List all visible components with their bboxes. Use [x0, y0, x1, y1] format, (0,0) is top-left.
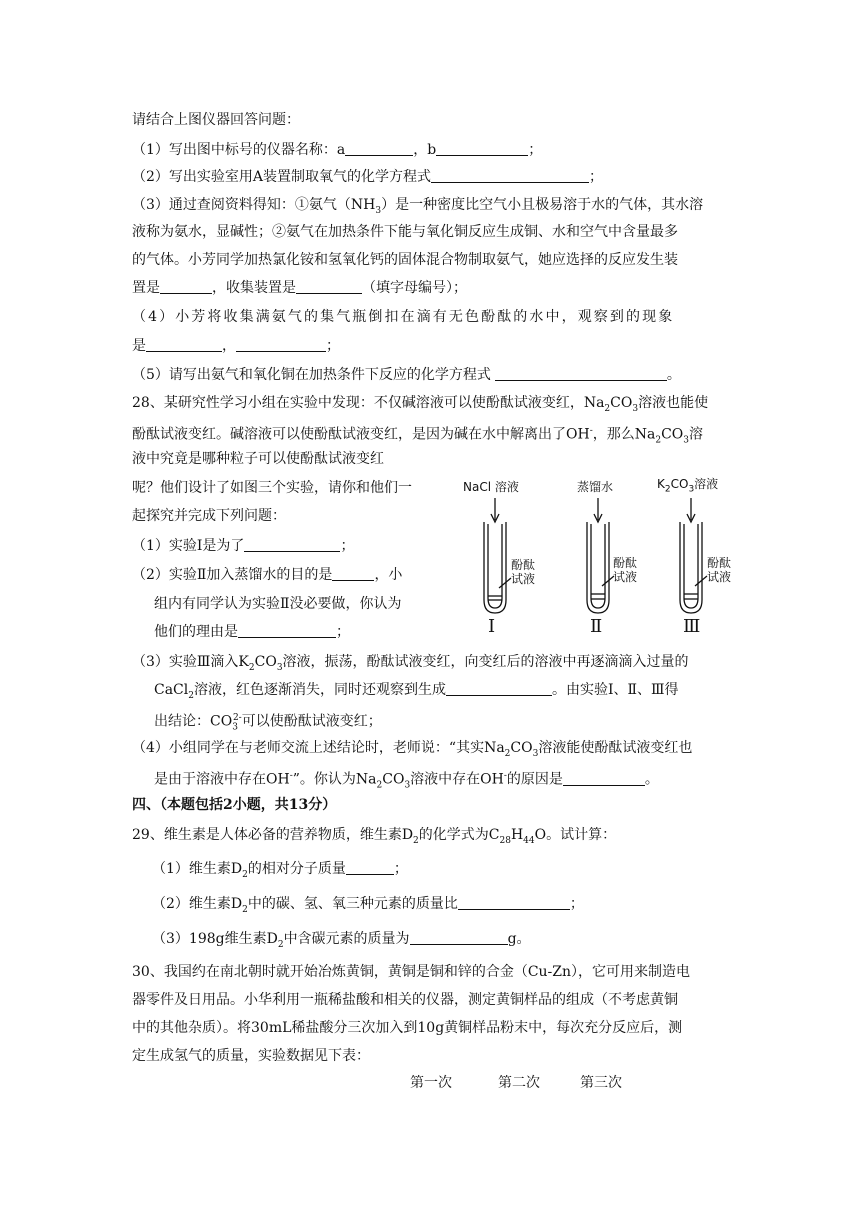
q27-part3-line1: （3）通过查阅资料得知：①氨气$(NH_3)$是一种密度比空气小且极易溶于水的气体，其水溶 [132, 197, 704, 216]
q29-line1: 29、维生素是人体必备的营养物质，维生素$D_2$的化学式为$C_{28}H_{44}O$。试计算： [132, 827, 617, 846]
answer-blank-phenomenon2[interactable] [236, 336, 326, 352]
q28-part3-line1: （3）实验Ⅲ滴入$K_2CO_3$溶液，振荡，酚酞试液变红，向变红后的溶液中再逐滴滴入过量的 [132, 654, 689, 673]
answer-blank-collector[interactable] [296, 278, 362, 294]
test-tubes-drawing [455, 470, 750, 645]
q28-part2-line1: （2）实验Ⅱ加入蒸馏水的目的是 ，小 [132, 567, 403, 583]
answer-blank-exp1[interactable] [244, 536, 340, 552]
q30-line1: 30、我国约在南北朝时就开始冶炼黄铜，黄铜是铜和锌的合金（Cu-Zn），它可用来制造电 [132, 964, 691, 980]
answer-blank-carbon-mass[interactable] [410, 929, 508, 945]
answer-blank-molar-mass[interactable] [346, 859, 394, 875]
q28-part4-line1: （4）小组同学在与老师交流上述结论时，老师说：“其实$Na_2CO_3$溶液能使酚酞试液变红也 [132, 740, 693, 759]
tube3-reagent-label: 酚酞试液 [707, 556, 732, 584]
answer-blank-generator[interactable] [160, 278, 212, 294]
answer-blank-mass-ratio[interactable] [458, 894, 570, 910]
q28-part2-line2: 组内有同学认为实验Ⅱ没必要做，你认为 [154, 596, 402, 612]
q29-part3: （3）198g维生素$D_2$中含碳元素的质量为 g。 [152, 931, 531, 950]
q29-part1: （1）维生素$D_2$的相对分子质量 ； [152, 861, 408, 880]
q30-line4: 定生成氢气的质量，实验数据见下表： [132, 1048, 370, 1064]
section-heading: 四、（本题包括2小题，共13分） [132, 797, 337, 813]
q28-line5: 起探究并完成下列问题： [132, 508, 286, 524]
tube2-reagent-label: 酚酞试液 [613, 556, 638, 584]
intro-text: 请结合上图仪器回答问题： [132, 112, 300, 128]
tube1-roman: Ⅰ [488, 616, 496, 637]
test-tube-figure [455, 470, 750, 645]
q27-part5: （5）请写出氨气和氧化铜在加热条件下反应的化学方程式 。 [132, 367, 681, 383]
q28-part3-line3: 出结论：$CO_3^{2-}$可以使酚酞试液变红； [154, 713, 382, 733]
answer-blank-equation2[interactable] [495, 365, 667, 381]
tube1-reagent-label: 酚酞试液 [511, 558, 536, 586]
q28-part3-line2: CaCl$_2$溶液，红色逐渐消失，同时还观察到生成 。由实验Ⅰ、Ⅱ、Ⅲ得 [154, 682, 679, 701]
q27-part3-line4: 置是 ，收集装置是 （填字母编号）； [132, 280, 467, 296]
q28-part1: （1）实验Ⅰ是为了 ； [132, 538, 355, 554]
q30-line3: 中的其他杂质）。将30mL稀盐酸分三次加入到10g黄铜样品粉末中，每次充分反应后，测 [132, 1020, 683, 1036]
q28-part4-line2: 是由于溶液中存在OH-”。你认为$Na_2CO_3$溶液中存在OH-的原因是 。 [154, 771, 659, 791]
tube3-label: $K_2CO_3$溶液 [657, 477, 719, 495]
table-header-second: 第二次 [498, 1075, 540, 1091]
q27-part2: （2）写出实验室用A装置制取氧气的化学方程式 ； [132, 169, 604, 185]
tube3-roman: Ⅲ [683, 616, 701, 637]
q29-part2: （2）维生素$D_2$中的碳、氢、氧三种元素的质量比 ； [152, 896, 584, 915]
answer-blank-exp2-purpose[interactable] [332, 565, 374, 581]
q27-part1: （1）写出图中标号的仪器名称：a ，b ； [132, 142, 543, 158]
tube2-label: 蒸馏水 [577, 480, 614, 494]
answer-blank-oh-reason[interactable] [563, 770, 645, 786]
q27-part3-line3: 的气体。小芳同学加热氯化铵和氢氧化钙的固体混合物制取氨气，她应选择的反应发生装 [132, 252, 678, 268]
answer-blank-b[interactable] [436, 140, 528, 156]
answer-blank-a[interactable] [345, 140, 413, 156]
q28-line1: 28、某研究性学习小组在实验中发现：不仅碱溶液可以使酚酞试液变红，$Na_2CO_3$溶液也能使 [132, 395, 709, 414]
q28-line2: 酚酞试液变红。碱溶液可以使酚酞试液变红，是因为碱在水中解离出了OH-，那么$Na_2CO_3$溶 [132, 426, 704, 446]
table-header-first: 第一次 [410, 1075, 452, 1091]
tube3-icon [680, 498, 707, 613]
tube2-icon [587, 498, 614, 613]
q28-part2-line3: 他们的理由是 ； [154, 624, 350, 640]
q27-part4-line1: （4）小芳将收集满氨气的集气瓶倒扣在滴有无色酚酞的水中，观察到的现象 [132, 309, 675, 325]
q28-line3: 液中究竟是哪种粒子可以使酚酞试液变红 [132, 451, 384, 467]
q30-line2: 器零件及日用品。小华利用一瓶稀盐酸和相关的仪器，测定黄铜样品的组成（不考虑黄铜 [132, 992, 678, 1008]
table-header-third: 第三次 [580, 1075, 622, 1091]
answer-blank-equation[interactable] [431, 167, 589, 183]
q27-part3-line2: 液称为氨水，显碱性；②氨气在加热条件下能与氧化铜反应生成铜、水和空气中含量最多 [132, 224, 678, 240]
answer-blank-phenomenon1[interactable] [146, 336, 222, 352]
tube1-icon [484, 498, 511, 613]
q27-part4-line2: 是 ， ； [132, 338, 340, 354]
answer-blank-precipitate[interactable] [446, 680, 552, 696]
tube1-label: NaCl 溶液 [463, 480, 519, 494]
answer-blank-exp2-reason[interactable] [238, 622, 336, 638]
tube2-roman: Ⅱ [590, 616, 603, 637]
q28-line4: 呢？他们设计了如图三个实验，请你和他们一 [132, 480, 412, 496]
